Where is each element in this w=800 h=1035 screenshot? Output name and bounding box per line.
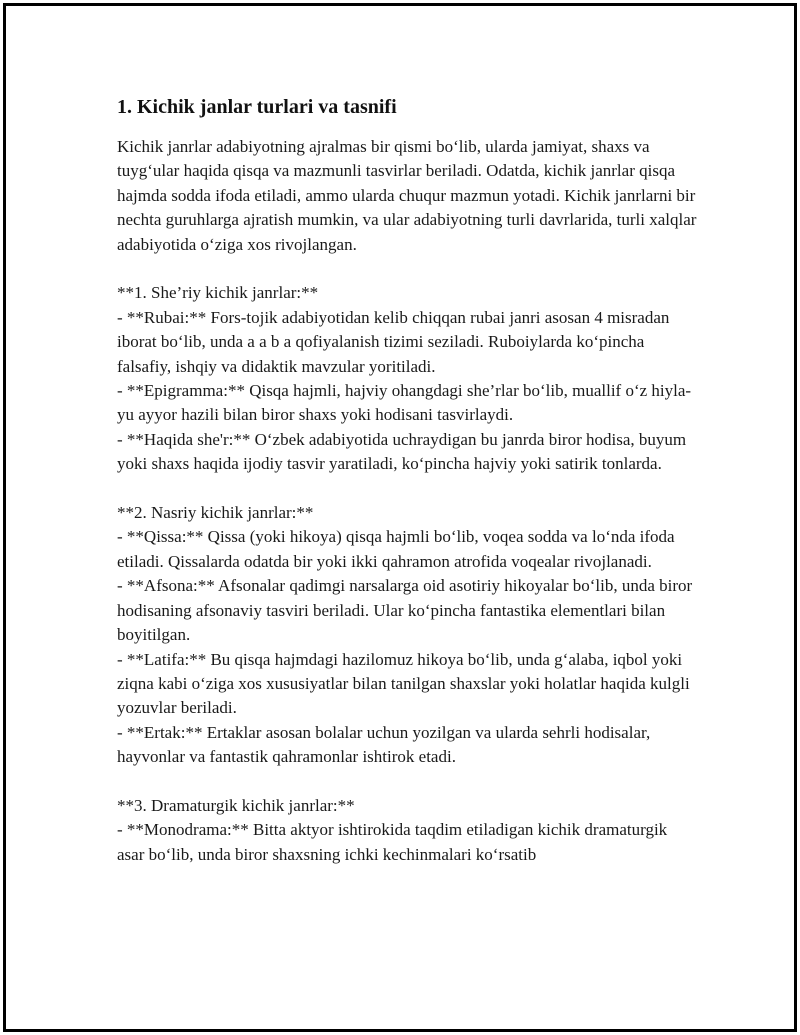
list-item: - **Haqida she'r:** Oʻzbek adabiyotida uchraydigan bu janrda biror hodisa, buyum yoki shaxs haqida ijodiy tasvir yaratiladi, koʻpincha hajviy yoki satirik tonlarda. — [117, 429, 687, 474]
section-title: **3. Dramaturgik kichik janrlar:** — [117, 795, 355, 815]
list-item: - **Latifa:** Bu qisqa hajmdagi hazilomuz hikoya boʻlib, unda gʻalaba, iqbol yoki ziqna kabi oʻziga xos xususiyatlar bilan tanilgan shaxslar yoki holatlar haqida kulgli yozuvlar beriladi. — [117, 649, 690, 718]
section-title: **1. She’riy kichik janrlar:** — [117, 283, 319, 303]
list-item: - **Rubai:** Fors-tojik adabiyotidan kelib chiqqan rubai janri asosan 4 misradan iborat boʻlib, unda a a b a qofiyalanish tizimi seziladi. Ruboiylarda koʻpincha falsafiy, ishqiy va didaktik mavzular yoritiladi. — [117, 307, 670, 376]
section-poetic — [117, 281, 697, 476]
intro-paragraph: Kichik janrlar adabiyotning ajralmas bir qismi boʻlib, ularda jamiyat, shaxs va tuygʻular haqida qisqa va mazmunli tasvirlar beriladi. Odatda, kichik janrlar qisqa hajmda sodda ifoda etiladi, ammo ularda chuqur mazmun yotadi. Kichik janrlarni bir nechta guruhlarga ajratish mumkin, va ular adabiyotning turli davrlarida, turli xalqlar adabiyotida oʻziga xos rivojlangan. — [117, 137, 697, 254]
list-item: - **Ertak:** Ertaklar asosan bolalar uchun yozilgan va ularda sehrli hodisalar, hayvonlar va fantastik qahramonlar ishtirok etadi. — [117, 722, 651, 767]
list-item: - **Afsona:** Afsonalar qadimgi narsalarga oid asotiriy hikoyalar boʻlib, unda biror hodisaning afsonaviy tasviri beriladi. Ular koʻpincha fantastika elementlari bilan boyitilgan. — [117, 576, 693, 645]
section-prose — [117, 501, 697, 769]
paragraph-gap — [117, 477, 697, 501]
list-item: - **Qissa:** Qissa (yoki hikoya) qisqa hajmli boʻlib, voqea sodda va loʻnda ifoda etiladi. Qissalarda odatda bir yoki ikki qahramon atrofida voqealar rivojlanadi. — [117, 527, 675, 571]
list-item: - **Monodrama:** Bitta aktyor ishtirokida taqdim etiladigan kichik dramaturgik asar boʻlib, unda biror shaxsning ichki kechinmalari koʻrsatib — [117, 820, 668, 864]
list-item: - **Epigramma:** Qisqa hajmli, hajviy ohangdagi she’rlar boʻlib, muallif oʻz hiyla-yu ayyor hazili bilan biror shaxs yoki hodisani tasvirlaydi. — [117, 381, 692, 425]
section-dramatic — [117, 794, 697, 867]
paragraph-gap — [117, 257, 697, 281]
section-heading: 1. Kichik janlar turlari va tasnifi — [117, 96, 397, 118]
section-title: **2. Nasriy kichik janrlar:** — [117, 503, 314, 523]
paragraph-gap — [117, 770, 697, 794]
document-body — [117, 93, 697, 867]
